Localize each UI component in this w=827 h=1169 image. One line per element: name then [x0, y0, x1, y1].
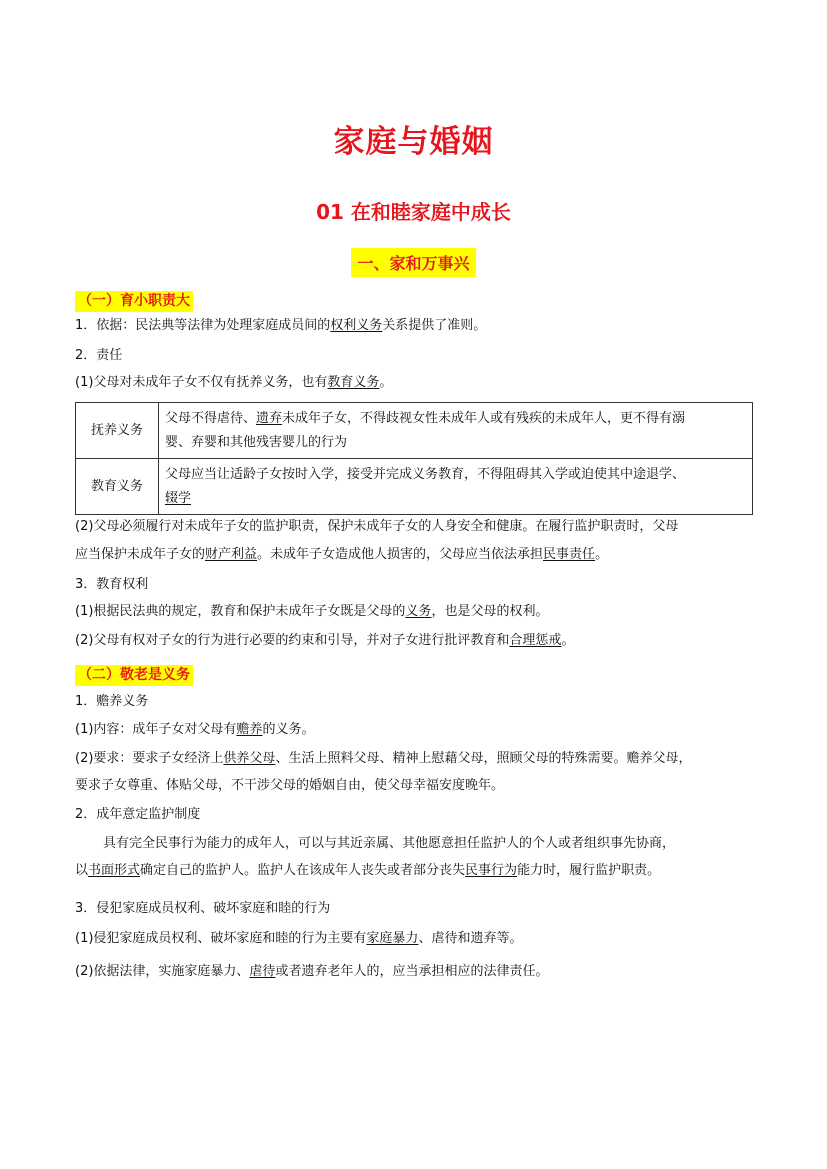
part1-p4b: [75, 546, 608, 564]
part1-p6: [75, 603, 548, 621]
text: 能力时，履行监护职责。: [517, 863, 661, 878]
text: (1)内容：成年子女对父母有: [75, 722, 237, 737]
part1-p3: [75, 374, 392, 392]
part2-q8: 3．侵犯家庭成员权利、破坏家庭和睦的行为: [75, 901, 331, 916]
underlined-term: 供养父母: [223, 751, 276, 766]
text: 或者遗弃老年人的，应当承担相应的法律责任。: [275, 964, 549, 979]
text: 关系提供了准则。: [382, 318, 487, 333]
document-title: 家庭与婚姻: [333, 124, 494, 160]
part2-q10: [75, 963, 548, 981]
part1-p5: 3．教育权利: [75, 577, 149, 592]
text: 1．依据：民法典等法律为处理家庭成员间的: [75, 318, 331, 333]
table-key: 教育义务: [76, 459, 159, 515]
table-key: 抚养义务: [76, 403, 159, 459]
table-value: [159, 403, 753, 459]
underlined-term: 虐待: [249, 964, 276, 979]
part2-q5: 2．成年意定监护制度: [75, 807, 201, 822]
table-row: [76, 403, 753, 459]
text: 父母应当让适龄子女按时入学，接受并完成义务教育，不得阻碍其入学或迫使其中途退学、: [165, 466, 686, 482]
text: 的义务。: [262, 722, 315, 737]
text: 、虐待和遗弃等。: [418, 931, 523, 946]
part2-q2: [75, 721, 314, 739]
part2-q4: 要求子女尊重、体贴父母，不干涉父母的婚姻自由，使父母幸福安度晚年。: [75, 778, 505, 793]
text: 确定自己的监护人。监护人在该成年人丧失或者部分丧失: [140, 863, 466, 878]
text: 。: [379, 375, 393, 390]
text: (2)要求：要求子女经济上: [75, 751, 224, 766]
underlined-term: 遗弃: [256, 410, 283, 426]
text: 以: [75, 863, 89, 878]
underlined-term: 民事行为: [465, 863, 518, 878]
text: ，也是父母的权利。: [431, 604, 549, 619]
part1-p4a: (2)父母必须履行对未成年子女的监护职责，保护未成年子女的人身安全和健康。在履行监护职责时，父母: [75, 519, 679, 534]
underlined-term: 义务: [405, 604, 432, 619]
part1-p1: [75, 317, 486, 335]
text: 未成年子女，不得歧视女性未成年人或有残疾的未成年人，更不得有溺: [282, 410, 686, 426]
part1-p7: [75, 632, 574, 650]
part2-q1: 1．赡养义务: [75, 694, 149, 709]
part1-heading: （一）育小职责大: [75, 291, 193, 312]
underlined-term: 权利义务: [330, 318, 383, 333]
underlined-term: 辍学: [165, 490, 192, 506]
part2-q3: [75, 750, 691, 768]
underlined-term: 合理惩戒: [509, 633, 562, 648]
part2-q6: 具有完全民事行为能力的成年人，可以与其近亲属、其他愿意担任监护人的个人或者组织事先协商，: [103, 836, 676, 851]
underlined-term: 家庭暴力: [366, 931, 419, 946]
section-title: 一、家和万事兴: [351, 248, 475, 277]
underlined-term: 书面形式: [88, 863, 141, 878]
text: 、生活上照料父母、精神上慰藉父母，照顾父母的特殊需要。赡养父母，: [275, 751, 692, 766]
part2-q9: [75, 930, 522, 948]
text: 父母不得虐待、: [165, 410, 257, 426]
text: (2)父母有权对子女的行为进行必要的约束和引导，并对子女进行批评教育和: [75, 633, 510, 648]
text: 。: [595, 547, 609, 562]
part1-p2: 2．责任: [75, 348, 123, 363]
text: (1)父母对未成年子女不仅有抚养义务，也有: [75, 375, 328, 390]
underlined-term: 民事责任: [543, 547, 596, 562]
text: (2)依据法律，实施家庭暴力、: [75, 964, 250, 979]
text: 。: [561, 633, 575, 648]
duty-table: [75, 402, 753, 515]
text: 应当保护未成年子女的: [75, 547, 206, 562]
part2-q7: [75, 862, 660, 880]
underlined-term: 财产利益: [205, 547, 258, 562]
underlined-term: 赡养: [236, 722, 263, 737]
lesson-title: 01 在和睦家庭中成长: [316, 200, 511, 224]
part2-heading: （二）敬老是义务: [75, 665, 193, 686]
text: (1)根据民法典的规定，教育和保护未成年子女既是父母的: [75, 604, 406, 619]
text: 婴、弃婴和其他残害婴儿的行为: [165, 434, 348, 450]
table-value: [159, 459, 753, 515]
text: 。未成年子女造成他人损害的，父母应当依法承担: [257, 547, 544, 562]
section-title-wrap: [0, 248, 827, 277]
text: (1)侵犯家庭成员权利、破坏家庭和睦的行为主要有: [75, 931, 367, 946]
underlined-term: 教育义务: [327, 375, 380, 390]
table-row: [76, 459, 753, 515]
